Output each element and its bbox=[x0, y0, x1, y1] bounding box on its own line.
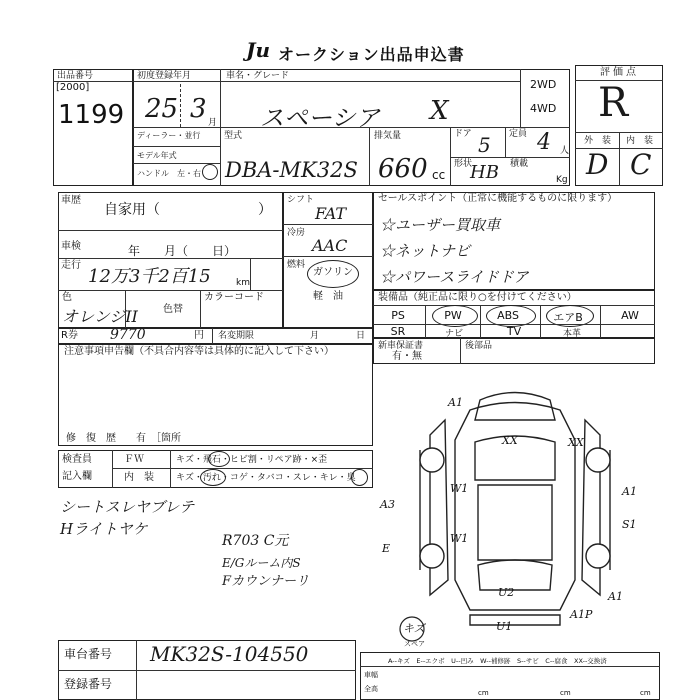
history-label: 車歴 bbox=[61, 195, 81, 206]
inspector-label-1: 検査員 bbox=[62, 454, 92, 465]
repair-history-label: 修 復 歴 有 ［箇所 bbox=[66, 433, 181, 444]
exterior-label: 外 装 bbox=[584, 136, 612, 146]
interior-label: 内 装 bbox=[626, 136, 654, 146]
equip-airbag: エアB bbox=[553, 311, 583, 324]
fuel-label: 燃料 bbox=[287, 260, 306, 270]
mark-s1: S1 bbox=[622, 518, 637, 531]
notes-label: 注意事項申告欄（不具合内容等は具体的に記入して下さい） bbox=[64, 346, 334, 357]
capacity-value: 4 bbox=[537, 130, 551, 155]
model-value: DBA-MK32S bbox=[225, 158, 358, 182]
inspection-label: 車検 bbox=[61, 241, 81, 252]
fw-label: ＦＷ bbox=[124, 454, 144, 465]
interior-smell-circle bbox=[351, 469, 368, 486]
car-name-label: 車名・グレード bbox=[226, 71, 290, 81]
recycle-unit: 円 bbox=[194, 330, 204, 341]
month-unit: 月 bbox=[208, 118, 218, 128]
sales-points-label: セールスポイント（正常に機能するものに限ります） bbox=[378, 193, 618, 204]
engine-label: 排気量 bbox=[374, 131, 402, 141]
warranty-value: 有・無 bbox=[392, 351, 422, 362]
mark-xx-2: XX bbox=[568, 436, 584, 449]
mark-a1-right: A1 bbox=[622, 485, 637, 498]
remark-4: E/Gルーム内S bbox=[222, 556, 301, 570]
equip-pw: PW bbox=[444, 309, 462, 322]
first-reg-month: 3 bbox=[190, 94, 207, 124]
equip-aw: AW bbox=[621, 309, 639, 322]
handle-right-circle bbox=[202, 164, 218, 180]
mileage-label: 走行 bbox=[61, 260, 81, 271]
cm-unit-3: cm bbox=[640, 689, 651, 697]
mark-a1p: A1P bbox=[570, 608, 593, 621]
remark-2: Hライトヤケ bbox=[60, 520, 148, 538]
name-change-month: 月 bbox=[310, 331, 320, 341]
engine-unit: cc bbox=[432, 168, 446, 182]
first-reg-label: 初度登録年月 bbox=[137, 71, 192, 81]
remark-3: R703 C元 bbox=[222, 533, 289, 549]
recycle-label: R券 bbox=[61, 330, 78, 341]
dealer-label: ディーラー・並行 bbox=[137, 131, 201, 140]
post-parts-label: 後部品 bbox=[465, 341, 493, 351]
registration-label: 登録番号 bbox=[64, 677, 113, 691]
ac-label: 冷房 bbox=[287, 228, 306, 238]
mark-a1-top: A1 bbox=[448, 396, 463, 409]
interior-value: C bbox=[630, 148, 652, 181]
remark-5: Fカウンナーリ bbox=[222, 574, 310, 589]
drive-2wd: 2WD bbox=[530, 78, 557, 91]
mark-xx-1: XX bbox=[502, 434, 518, 447]
name-change-day: 日 bbox=[356, 331, 366, 341]
lot-number-label: 出品番号 bbox=[57, 71, 94, 81]
mileage-unit: km bbox=[236, 278, 250, 288]
equip-leather: 本革 bbox=[562, 329, 581, 339]
color-label: 色 bbox=[62, 292, 72, 303]
handle-label: ハンドル 左・右 bbox=[137, 169, 201, 178]
mileage-value: 12万3千2百15 bbox=[88, 266, 211, 287]
lot-number-sub: [2000] bbox=[56, 82, 90, 93]
equip-sr: SR bbox=[390, 325, 406, 338]
car-name-value: スペーシア bbox=[260, 104, 380, 132]
inspector-label-2: 記入欄 bbox=[62, 471, 92, 482]
history-value: 自家用（ ） bbox=[104, 202, 272, 218]
color-change-label: 色替 bbox=[163, 304, 183, 315]
cm-unit-2: cm bbox=[560, 689, 571, 697]
model-year-label: モデル年式 bbox=[137, 151, 177, 160]
chassis-value: MK32S-104550 bbox=[150, 642, 309, 666]
capacity-label: 定員 bbox=[509, 129, 528, 139]
name-change-label: 名変期限 bbox=[218, 331, 255, 341]
shape-value: HB bbox=[470, 162, 499, 183]
mark-u2: U2 bbox=[498, 586, 515, 599]
doors-label: ドア bbox=[454, 129, 472, 139]
car-damage-diagram bbox=[370, 380, 660, 650]
recycle-value: 9770 bbox=[110, 327, 146, 343]
fw-chip-circle bbox=[208, 451, 230, 467]
exterior-value: D bbox=[586, 148, 609, 181]
equipment-label: 装備品（純正品に限り○を付けてください） bbox=[378, 292, 577, 303]
drive-4wd: 4WD bbox=[530, 102, 557, 115]
sales-point-2: ☆ネットナビ bbox=[380, 242, 471, 260]
auction-logo: Ju bbox=[246, 38, 271, 62]
mark-w1-2: W1 bbox=[450, 532, 469, 545]
shift-label: シフト bbox=[287, 195, 315, 205]
first-reg-year: 25 bbox=[145, 94, 179, 124]
sales-point-3: ☆パワースライドドア bbox=[380, 268, 529, 286]
mark-kizu: キズ bbox=[403, 622, 425, 635]
shift-value: FAT bbox=[315, 204, 347, 223]
shape-label: 形状 bbox=[454, 159, 473, 169]
color-value: オレンジII bbox=[62, 307, 138, 326]
ac-value: AAC bbox=[312, 236, 348, 255]
equip-ps: PS bbox=[391, 309, 405, 322]
equip-tv: TV bbox=[506, 325, 522, 338]
interior-dirt-circle bbox=[200, 469, 226, 486]
grade-label: 評価点 bbox=[600, 67, 639, 78]
mark-w1-1: W1 bbox=[450, 482, 469, 495]
equip-navi: ナビ bbox=[444, 329, 463, 339]
inspection-value: 年 月（ 日） bbox=[128, 244, 237, 258]
capacity-unit: 人 bbox=[560, 146, 570, 156]
car-grade-value: X bbox=[430, 96, 449, 126]
fuel-gas: ガソリン bbox=[313, 267, 353, 278]
interior-row-label: 内 装 bbox=[124, 472, 154, 483]
recycle-box bbox=[58, 328, 373, 344]
load-label: 積載 bbox=[510, 159, 529, 169]
mark-u1: U1 bbox=[496, 620, 513, 633]
warranty-label: 新車保証書 bbox=[378, 341, 424, 351]
fuel-gas-circle bbox=[307, 260, 359, 288]
fw-options: キズ・飛石・ヒビ割・リペア跡・×歪 bbox=[176, 455, 328, 465]
doors-value: 5 bbox=[478, 133, 491, 157]
load-unit: Kg bbox=[556, 175, 568, 185]
spare-label: スペア bbox=[404, 640, 425, 648]
width-label: 車幅 bbox=[364, 671, 378, 679]
engine-value: 660 bbox=[378, 154, 428, 184]
remark-1: シートスレヤブレテ bbox=[60, 498, 195, 516]
equip-abs: ABS bbox=[497, 309, 519, 322]
grade-value: R bbox=[598, 80, 629, 126]
mark-a1-bottom: A1 bbox=[608, 590, 623, 603]
model-label: 型式 bbox=[224, 131, 243, 141]
sales-point-1: ☆ユーザー買取車 bbox=[380, 216, 501, 234]
color-code-label: カラーコード bbox=[204, 292, 264, 303]
damage-legend: A--キズ E--エクボ U--凹み W--補修跡 S--サビ C--腐食 XX--交換済 bbox=[388, 657, 607, 665]
cm-unit-1: cm bbox=[478, 689, 489, 697]
lot-number-value: 1199 bbox=[58, 100, 125, 130]
mark-a3: A3 bbox=[380, 498, 395, 511]
notes-box bbox=[58, 344, 373, 446]
mark-e: E bbox=[382, 542, 391, 555]
chassis-label: 車台番号 bbox=[64, 647, 113, 661]
interior-options: キズ・汚れ・コゲ・タバコ・スレ・キレ・臭 bbox=[176, 473, 356, 483]
height-label: 全高 bbox=[364, 685, 378, 693]
form-title: オークション出品申込書 bbox=[278, 45, 465, 64]
fuel-diesel: 軽 油 bbox=[313, 291, 343, 302]
